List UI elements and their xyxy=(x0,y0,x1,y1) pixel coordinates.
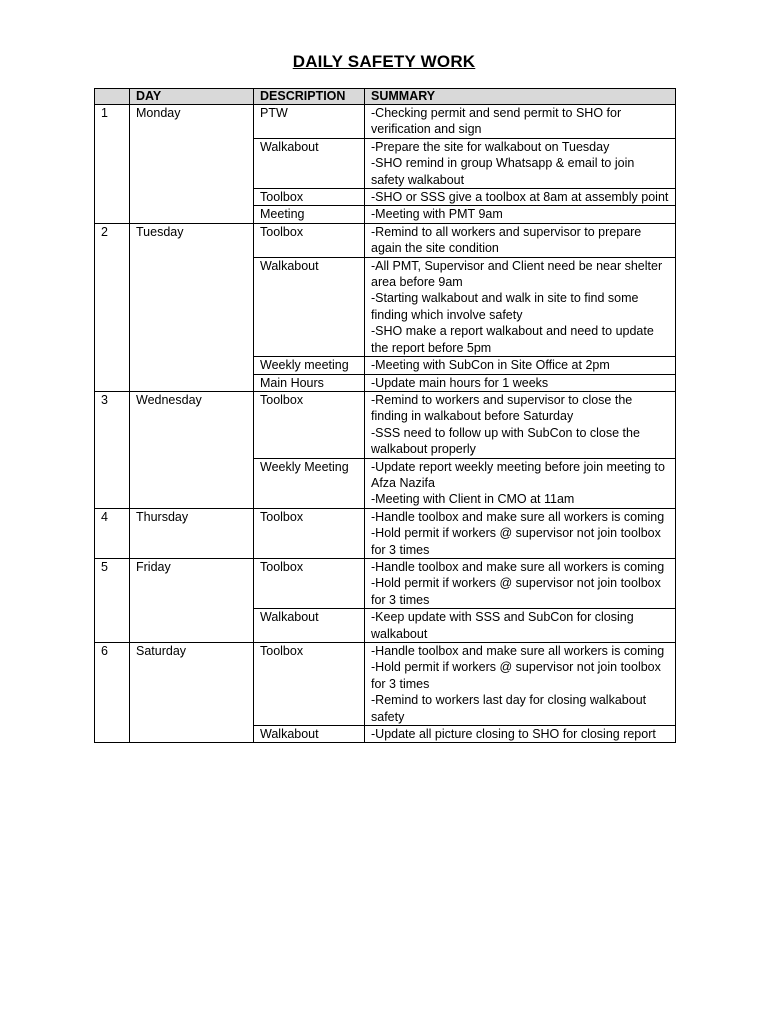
table-row xyxy=(95,508,676,558)
summary-cell xyxy=(365,206,676,223)
summary-line: -Hold permit if workers @ supervisor not join toolbox for 3 times xyxy=(371,660,661,691)
summary-line: -Remind to workers and supervisor to close the finding in walkabout before Saturday xyxy=(371,392,633,424)
summary-cell xyxy=(365,189,676,206)
summary-line: -Checking permit and send permit to SHO for verification and sign xyxy=(371,106,622,137)
summary-cell xyxy=(365,223,676,257)
summary-line: -Update main hours for 1 weeks xyxy=(371,375,549,390)
table-row xyxy=(95,391,676,458)
header-description: DESCRIPTION xyxy=(254,89,365,105)
day-number-cell: 2 xyxy=(95,223,130,391)
table-row xyxy=(95,643,676,726)
daily-safety-table xyxy=(94,88,676,743)
day-name-cell: Tuesday xyxy=(130,223,254,391)
summary-line: -Meeting with PMT 9am xyxy=(371,207,503,222)
summary-line: -Remind to all workers and supervisor to prepare again the site condition xyxy=(371,224,642,256)
header-summary: SUMMARY xyxy=(365,89,676,105)
table-body xyxy=(95,105,676,743)
summary-line: -Meeting with SubCon in Site Office at 2pm xyxy=(371,358,610,373)
page-title: DAILY SAFETY WORK xyxy=(292,52,476,71)
day-number-cell: 4 xyxy=(95,508,130,558)
description-cell: Walkabout xyxy=(254,257,365,356)
table-header-row xyxy=(95,89,676,105)
summary-line: -Handle toolbox and make sure all workers is coming xyxy=(371,559,665,574)
day-number-cell: 5 xyxy=(95,558,130,642)
description-cell: Walkabout xyxy=(254,609,365,643)
day-name-cell: Thursday xyxy=(130,508,254,558)
summary-line: -Prepare the site for walkabout on Tuesday xyxy=(371,139,610,154)
summary-line: -All PMT, Supervisor and Client need be near shelter area before 9am xyxy=(371,258,663,290)
table-row xyxy=(95,223,676,257)
summary-cell xyxy=(365,105,676,139)
day-number-cell: 6 xyxy=(95,643,130,743)
description-cell: Toolbox xyxy=(254,508,365,558)
summary-cell xyxy=(365,391,676,458)
summary-line: -SHO make a report walkabout and need to update the report before 5pm xyxy=(371,324,654,355)
summary-line: -Handle toolbox and make sure all workers is coming xyxy=(371,509,665,524)
summary-line: -Hold permit if workers @ supervisor not join toolbox for 3 times xyxy=(371,526,661,557)
summary-line: -Keep update with SSS and SubCon for closing walkabout xyxy=(371,610,634,641)
summary-cell xyxy=(365,558,676,608)
summary-line: -Meeting with Client in CMO at 11am xyxy=(371,492,575,507)
day-number-cell: 3 xyxy=(95,391,130,508)
summary-cell xyxy=(365,643,676,726)
table-row xyxy=(95,558,676,608)
summary-cell xyxy=(365,374,676,391)
header-number xyxy=(95,89,130,105)
summary-line: -SHO remind in group Whatsapp & email to join safety walkabout xyxy=(371,156,635,187)
day-name-cell: Monday xyxy=(130,105,254,224)
summary-line: -Starting walkabout and walk in site to find some finding which involve safety xyxy=(371,291,639,322)
day-name-cell: Wednesday xyxy=(130,391,254,508)
description-cell: Toolbox xyxy=(254,643,365,726)
description-cell: Walkabout xyxy=(254,726,365,743)
description-cell: Weekly Meeting xyxy=(254,458,365,508)
summary-line: -Hold permit if workers @ supervisor not join toolbox for 3 times xyxy=(371,576,661,607)
table-row xyxy=(95,105,676,139)
description-cell: Toolbox xyxy=(254,223,365,257)
description-cell: Toolbox xyxy=(254,189,365,206)
description-cell: Meeting xyxy=(254,206,365,223)
summary-cell xyxy=(365,508,676,558)
summary-line: -SHO or SSS give a toolbox at 8am at assembly point xyxy=(371,190,669,205)
summary-cell xyxy=(365,458,676,508)
summary-line: -Update all picture closing to SHO for closing report xyxy=(371,727,656,742)
day-name-cell: Friday xyxy=(130,558,254,642)
description-cell: Toolbox xyxy=(254,558,365,608)
summary-line: -Handle toolbox and make sure all workers is coming xyxy=(371,644,665,658)
summary-cell xyxy=(365,726,676,743)
description-cell: Toolbox xyxy=(254,391,365,458)
summary-line: -Update report weekly meeting before join meeting to Afza Nazifa xyxy=(371,459,665,490)
day-number-cell: 1 xyxy=(95,105,130,224)
description-cell: Walkabout xyxy=(254,138,365,188)
header-day: DAY xyxy=(130,89,254,105)
summary-cell xyxy=(365,138,676,188)
summary-cell xyxy=(365,257,676,356)
description-cell: Main Hours xyxy=(254,374,365,391)
summary-line: -Remind to workers last day for closing walkabout safety xyxy=(371,693,647,724)
description-cell: Weekly meeting xyxy=(254,357,365,374)
day-name-cell: Saturday xyxy=(130,643,254,743)
summary-cell xyxy=(365,609,676,643)
summary-line: -SSS need to follow up with SubCon to close the walkabout properly xyxy=(371,425,640,457)
description-cell: PTW xyxy=(254,105,365,139)
summary-cell xyxy=(365,357,676,374)
